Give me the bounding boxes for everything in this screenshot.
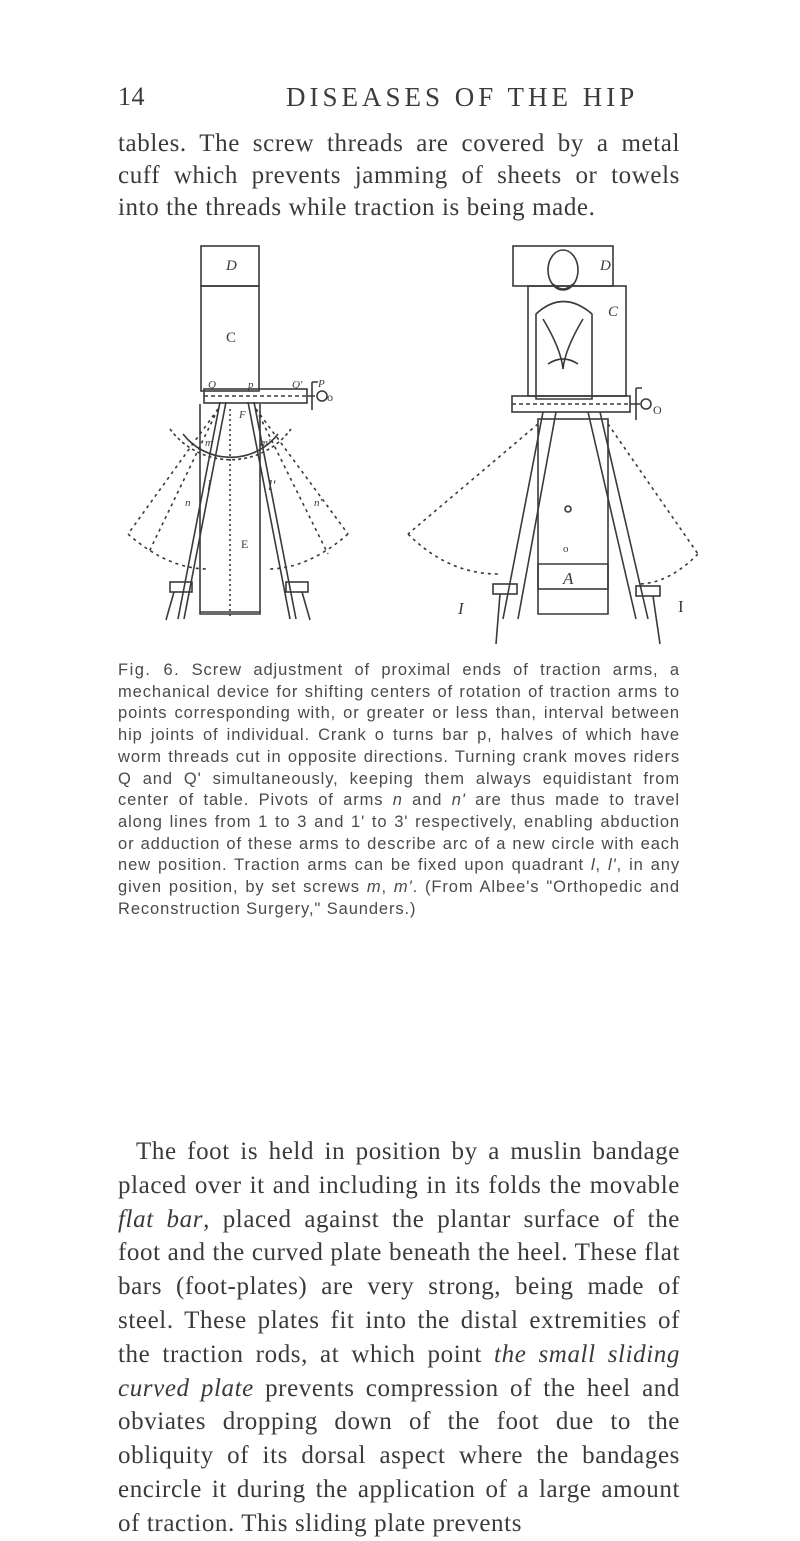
caption-n: n (392, 791, 403, 810)
caption-text-6: , (381, 878, 394, 897)
paragraph-bottom (118, 1135, 680, 1541)
left-label-n2: n' (314, 497, 322, 509)
paragraph-bottom-part-2: , placed against the plantar surface of the foot and the curved plate beneath the heel. These flat bars (foot-plates) are very strong, being made of steel. These plates fit into the distal extremities of the traction rods, at which point (118, 1205, 680, 1368)
right-label-o: o (563, 543, 569, 555)
right-label-O: O (653, 403, 662, 417)
left-label-m2: m' (260, 437, 271, 449)
page-header (0, 82, 800, 122)
caption-text-7: . (From Albee's "Orthopedic and Reconstruction Surgery," Saunders.) (118, 878, 680, 918)
caption-m2: m' (393, 878, 413, 897)
left-label-o: o (327, 390, 333, 404)
right-label-I2: I (678, 597, 684, 616)
paragraph-bottom-part-1: The foot is held in position by a muslin bandage placed over it and including in its folds the movable (118, 1138, 680, 1199)
caption-m: m (366, 878, 382, 897)
patient-head (548, 250, 578, 290)
left-label-l: l (207, 478, 212, 494)
right-body-section (528, 286, 626, 396)
left-label-Q2: Q' (292, 379, 303, 391)
running-head: DISEASES OF THE HIP (286, 82, 639, 112)
caption-text-2: and (402, 791, 452, 810)
right-label-I: I (458, 599, 464, 618)
right-panel (408, 246, 698, 644)
figure-caption (118, 660, 680, 920)
patient-leg-right (588, 412, 648, 619)
term-flat-bar: flat bar (118, 1205, 204, 1233)
left-label-F: F (239, 409, 246, 421)
left-label-P: P (318, 378, 325, 390)
right-label-D: D (600, 258, 611, 274)
patient-leg-left (503, 412, 556, 619)
left-label-n: n (185, 497, 191, 509)
figure-drawing (108, 224, 698, 652)
left-label-l2: l' (268, 478, 276, 494)
caption-text-1: Screw adjustment of proximal ends of traction arms, a mechanical device for shifting centers of rotation of traction arms to points corresponding with, or greater or less than, interval between hip joints of individual. Crank o turns bar p, halves of which have worm threads cut in opposite directions. Turning crank moves riders Q and Q' simultaneously, keeping them always equidistant from center of table. Pivots of arms (118, 661, 680, 810)
term-small-sliding-plate: the small sliding curved plate (118, 1340, 680, 1402)
caption-text-5: , in any given position, by set screws (118, 856, 680, 897)
caption-text-3: are thus made to travel along lines from 1 to 3 and 1' to 3' respectively, enabling abduction or adduction of these arms to describe arc of a new circle with each new position. Traction arms can be fixed upon quadrant (118, 791, 680, 875)
paragraph-top: tables. The screw threads are covered by a metal cuff which prevents jamming of sheets or towels into the threads while traction is being made. (118, 130, 680, 221)
left-label-E: E (241, 537, 249, 551)
left-label-C: C (226, 330, 237, 346)
left-panel (128, 246, 348, 620)
right-head-section (513, 246, 613, 286)
patient-torso (536, 302, 592, 400)
right-label-C: C (608, 304, 619, 320)
caption-l2: l' (607, 856, 617, 875)
caption-n2: n' (451, 791, 466, 810)
caption-l: l (590, 856, 596, 875)
figure-traction-table (108, 224, 698, 652)
left-label-D: D (226, 258, 237, 274)
caption-fig-label: Fig. 6. (118, 661, 181, 679)
paragraph-bottom-part-3: prevents compression of the heel and obviates dropping down of the foot due to the obliquity of its dorsal aspect where the bandages encircle it during the application of a large amount of traction. This sliding plate prevents (118, 1374, 680, 1537)
page-number: 14 (118, 82, 145, 111)
left-label-m: m (205, 437, 213, 449)
right-label-A: A (563, 569, 574, 588)
caption-text-4: , (595, 856, 608, 875)
left-label-p: p (248, 379, 254, 391)
left-label-Q: Q (208, 379, 216, 391)
